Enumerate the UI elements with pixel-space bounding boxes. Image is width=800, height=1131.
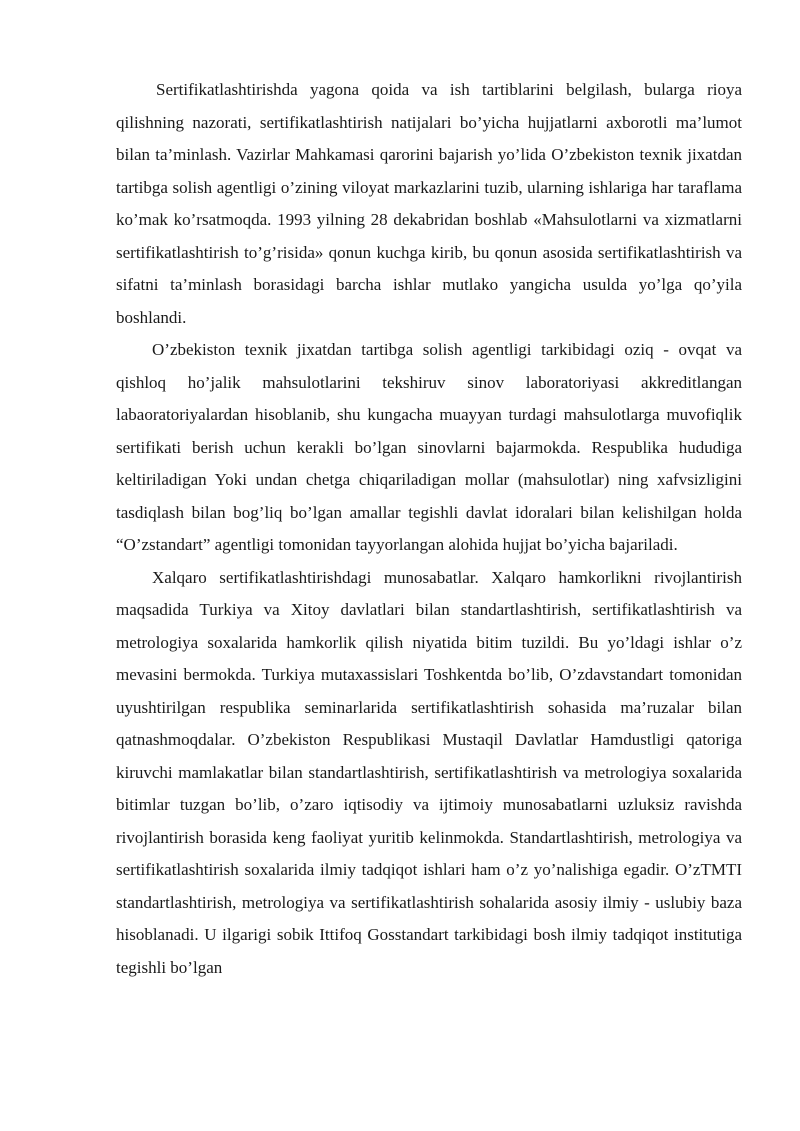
paragraph-2: O’zbekiston texnik jixatdan tartibga solish agentligi tarkibidagi oziq - ovqat va qishloq ho’jalik mahsulotlarini tekshiruv sinov laboratoriyasi akkreditlangan labaoratoriyalardan hisoblanib, shu kungacha muayyan turdagi mahsulotlarga muvofiqlik sertifikati berish uchun kerakli bo’lgan sinovlarni bajarmokda. Respublika hududiga keltiriladigan Yoki undan chetga chiqariladigan mollar (mahsulotlar) ning xafvsizligini tasdiqlash bilan bog’liq bo’lgan amallar tegishli davlat idoralari bilan kelishilgan holda “O’zstandart” agentligi tomonidan tayyorlangan alohida hujjat bo’yicha bajariladi. xyxy=(116,340,742,554)
document-body xyxy=(116,74,742,984)
paragraph-1: Sertifikatlashtirishda yagona qoida va ish tartiblarini belgilash, bularga rioya qilishning nazorati, sertifikatlashtirish natijalari bo’yicha hujjatlarni axborotli ma’lumot bilan ta’minlash. Vazirlar Mahkamasi qarorini bajarish yo’lida O’zbekiston texnik jixatdan tartibga solish agentligi o’zining viloyat markazlarini tuzib, ularning ishlariga har taraflama ko’mak ko’rsatmoqda. 1993 yilning 28 dekabridan boshlab «Mahsulotlarni va xizmatlarni sertifikatlashtirish to’g’risida» qonun kuchga kirib, bu qonun asosida sertifikatlashtirish va sifatni ta’minlash borasidagi barcha ishlar mutlako yangicha usulda yo’lga qo’yila boshlandi. xyxy=(116,80,742,327)
paragraph-3: Xalqaro sertifikatlashtirishdagi munosabatlar. Xalqaro hamkorlikni rivojlantirish maqsadida Turkiya va Xitoy davlatlari bilan standartlashtirish, sertifikatlashtirish va metrologiya soxalarida hamkorlik qilish niyatida bitim tuzildi. Bu yo’ldagi ishlar o’z mevasini bermokda. Turkiya mutaxassislari Toshkentda bo’lib, O’zdavstandart tomonidan uyushtirilgan respublika seminarlarida sertifikatlashtirish sohasida ma’ruzalar bilan qatnashmoqdalar. O’zbekiston Respublikasi Mustaqil Davlatlar Hamdustligi qatoriga kiruvchi mamlakatlar bilan standartlashtirish, sertifikatlashtirish va metrologiya soxalarida bitimlar tuzgan bo’lib, o’zaro iqtisodiy va ijtimoiy munosabatlarni uzluksiz ravishda rivojlantirish borasida keng faoliyat yuritib kelinmokda. Standartlashtirish, metrologiya va sertifikatlashtirish soxalarida ilmiy tadqiqot ishlari ham o’z yo’nalishiga egadir. O’zTMTI standartlashtirish, metrologiya va sertifikatlashtirish sohalarida asosiy ilmiy - uslubiy baza hisoblanadi. U ilgarigi sobik Ittifoq Gosstandart tarkibidagi bosh ilmiy tadqiqot institutiga tegishli bo’lgan xyxy=(116,567,742,977)
